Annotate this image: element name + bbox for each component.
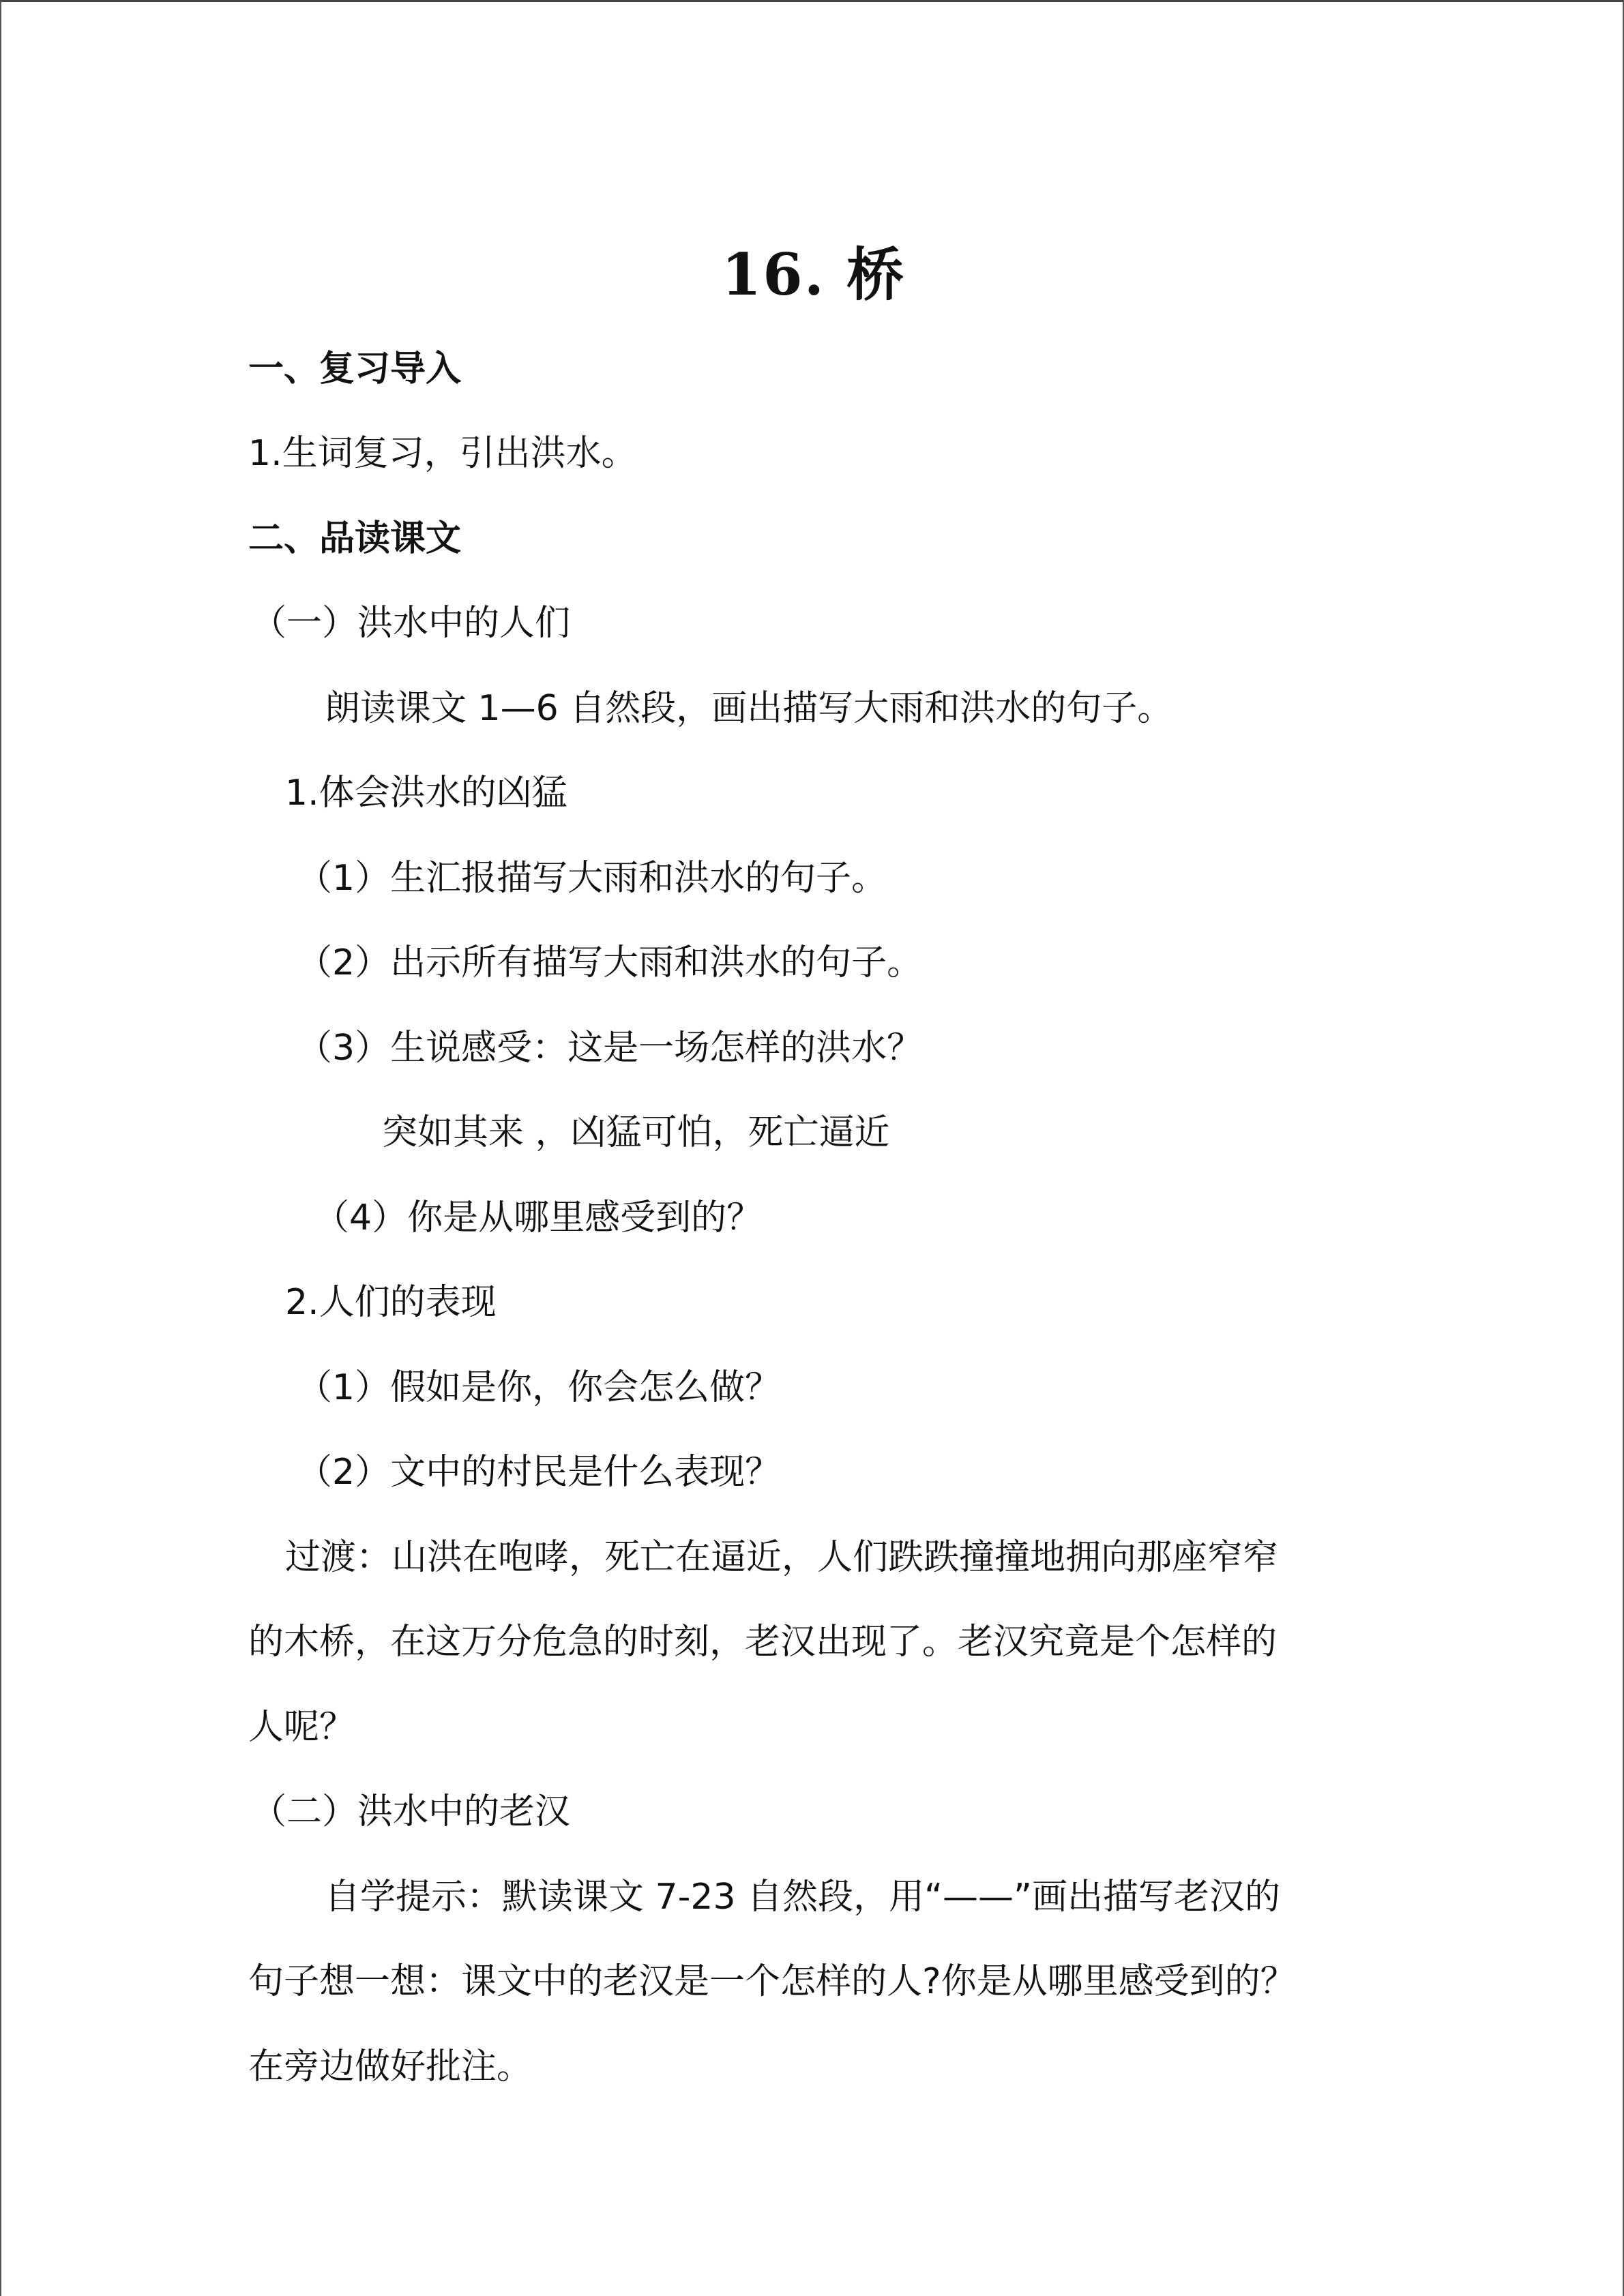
subsection-heading-people: （一）洪水中的人们: [251, 603, 571, 644]
paragraph-line: 2.人们的表现: [285, 1282, 497, 1323]
document-title: 16. 桥: [721, 241, 906, 308]
paragraph-line: 朗读课文 1—6 自然段，画出描写大雨和洪水的句子。: [325, 688, 1173, 729]
paragraph-line: 在旁边做好批注。: [248, 2046, 533, 2087]
paragraph-line: 句子想一想：课文中的老汉是一个怎样的人?你是从哪里感受到的？: [248, 1961, 1296, 2002]
paragraph-line: 过渡：山洪在咆哮，死亡在逼近，人们跌跌撞撞地拥向那座窄窄: [285, 1537, 1279, 1578]
section-heading-review: 一、复习导入: [248, 348, 462, 389]
section-heading-reading: 二、品读课文: [248, 518, 462, 559]
paragraph-line: 人呢？: [248, 1707, 355, 1748]
paragraph-line: （2）文中的村民是什么表现？: [297, 1452, 781, 1493]
subsection-heading-old-man: （二）洪水中的老汉: [251, 1791, 571, 1832]
paragraph-line: 的木桥，在这万分危急的时刻，老汉出现了。老汉究竟是个怎样的: [248, 1622, 1278, 1663]
paragraph-line: （2）出示所有描写大雨和洪水的句子。: [297, 942, 923, 983]
paragraph-line: 1.生词复习，引出洪水。: [248, 433, 637, 474]
paragraph-line: （1）生汇报描写大雨和洪水的句子。: [297, 858, 887, 899]
paragraph-line: （3）生说感受：这是一场怎样的洪水？: [297, 1028, 923, 1069]
paragraph-line: 1.体会洪水的凶猛: [285, 773, 567, 814]
paragraph-line: （1）假如是你，你会怎么做？: [297, 1367, 781, 1408]
paragraph-line: （4）你是从哪里感受到的？: [314, 1197, 763, 1238]
paragraph-line: 突如其来 ，凶猛可怕，死亡逼近: [382, 1112, 890, 1153]
paragraph-line: 自学提示：默读课文 7-23 自然段，用“——”画出描写老汉的: [325, 1877, 1280, 1918]
